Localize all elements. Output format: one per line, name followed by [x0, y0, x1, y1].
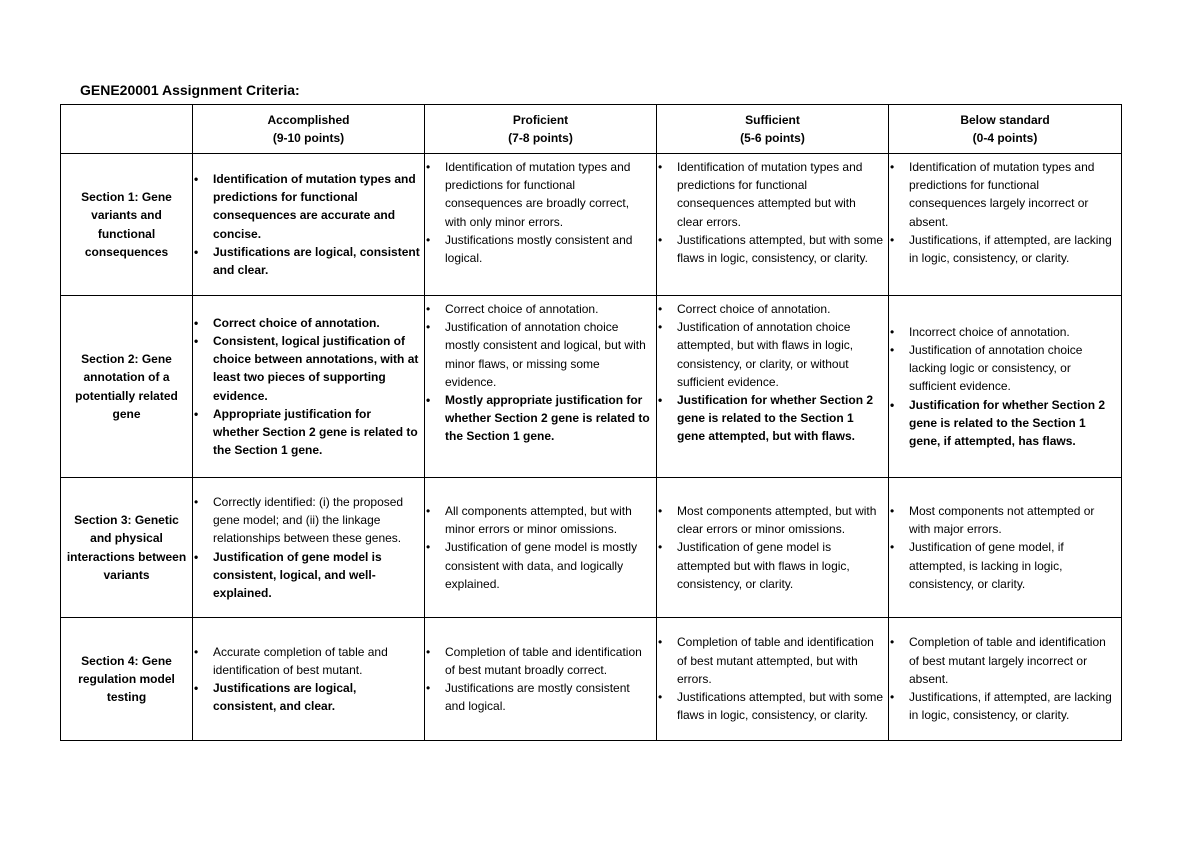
criteria-item: • Justifications are logical, consistent, and clear. — [194, 681, 357, 714]
criteria-row-section-3 — [61, 478, 1122, 618]
criteria-item: • Incorrect choice of annotation. — [893, 323, 1117, 341]
criteria-row-section-4 — [61, 618, 1122, 741]
criteria-item: • Identification of mutation types and predictions for functional consequences are accurate and concise. — [194, 171, 416, 241]
column-name: Accomplished — [267, 112, 350, 127]
column-points: (0-4 points) — [972, 131, 1038, 145]
criteria-item: • Completion of table and identification of best mutant attempted, but with errors. — [658, 635, 874, 686]
criteria-item: • Justification for whether Section 2 gene is related to the Section 1 gene attempted, but with flaws. — [658, 393, 874, 444]
column-name: Below standard — [960, 112, 1050, 127]
criteria-cell-proficient — [425, 154, 657, 296]
bullet-icon: • — [890, 690, 895, 705]
column-name: Sufficient — [745, 112, 800, 127]
bullet-icon: • — [426, 160, 431, 174]
criteria-item: • Appropriate justification for whether Section 2 gene is related to the Section 1 gene. — [194, 406, 418, 458]
criteria-item: • Correctly identified: (i) the proposed gene model; and (ii) the linkage relationships between these genes. — [194, 494, 404, 546]
criteria-item: • Justifications attempted, but with some flaws in logic, consistency, or clarity. — [658, 232, 884, 266]
bullet-icon: • — [658, 393, 663, 408]
criteria-cell-accomplished — [193, 618, 425, 741]
criteria-cell-proficient — [425, 296, 657, 478]
bullet-icon: • — [426, 232, 431, 247]
bullet-icon: • — [194, 494, 199, 509]
bullet-icon: • — [658, 320, 663, 335]
bullet-icon: • — [890, 160, 895, 174]
column-points: (9-10 points) — [272, 131, 345, 145]
criteria-item: • Justifications, if attempted, are lacking in logic, consistency, or clarity. — [890, 690, 1112, 723]
bullet-icon: • — [658, 160, 663, 174]
criteria-item: • Justifications are mostly consistent and logical. — [426, 681, 630, 714]
document-title: GENE20001 Assignment Criteria: — [80, 82, 300, 98]
criteria-item: • Identification of mutation types and predictions for functional consequences are broadly correct, with only minor errors. — [426, 160, 631, 229]
criteria-item: • Identification of mutation types and predictions for functional consequences largely incorrect or absent. — [890, 160, 1095, 229]
header-row — [61, 105, 1122, 154]
bullet-icon: • — [194, 549, 199, 564]
column-points: (7-8 points) — [508, 131, 573, 145]
column-header-proficient — [425, 105, 657, 154]
bullet-icon: • — [426, 644, 431, 659]
bullet-icon: • — [426, 302, 431, 316]
criteria-item: • Justification of gene model is attempted but with flaws in logic, consistency, or clarity. — [658, 540, 850, 591]
bullet-icon: • — [890, 635, 895, 650]
criteria-item: • Most components attempted, but with clear errors or minor omissions. — [658, 503, 877, 537]
column-header-accomplished — [193, 105, 425, 154]
column-header-sufficient — [657, 105, 889, 154]
bullet-icon: • — [194, 315, 199, 330]
criteria-cell-sufficient — [657, 478, 889, 618]
criteria-item: • Justifications are logical, consistent and clear. — [194, 244, 420, 277]
criteria-item: • Correct choice of annotation. — [429, 300, 652, 318]
criteria-item: • All components attempted, but with minor errors or minor omissions. — [426, 503, 632, 537]
criteria-item: • Justifications mostly consistent and logical. — [426, 232, 633, 266]
criteria-item: • Accurate completion of table and identification of best mutant. — [194, 644, 388, 677]
row-label: Section 1: Gene variants and functional consequences — [61, 154, 193, 296]
row-label: Section 4: Gene regulation model testing — [61, 618, 193, 741]
criteria-item: • Justification of annotation choice mostly consistent and logical, but with minor flaws, or missing some evidence. — [426, 320, 646, 389]
criteria-item: • Most components not attempted or with major errors. — [890, 503, 1095, 537]
column-points: (5-6 points) — [740, 131, 805, 145]
column-name: Proficient — [512, 112, 569, 127]
criteria-item: • Justification for whether Section 2 gene is related to the Section 1 gene, if attempted, has flaws. — [890, 397, 1106, 448]
criteria-cell-sufficient — [657, 154, 889, 296]
criteria-item: • Consistent, logical justification of choice between annotations, with at least two pieces of supporting evidence. — [194, 333, 419, 403]
criteria-cell-below-standard — [889, 296, 1122, 478]
bullet-icon: • — [890, 342, 895, 357]
bullet-icon: • — [890, 397, 895, 412]
criteria-item: • Correct choice of annotation. — [197, 314, 420, 332]
bullet-icon: • — [658, 503, 663, 518]
criteria-cell-proficient — [425, 618, 657, 741]
criteria-cell-sufficient — [657, 618, 889, 741]
criteria-item: • Justifications attempted, but with some flaws in logic, consistency, or clarity. — [658, 690, 884, 723]
bullet-icon: • — [890, 503, 895, 518]
criteria-item: • Completion of table and identification of best mutant largely incorrect or absent. — [890, 635, 1106, 686]
bullet-icon: • — [426, 540, 431, 555]
bullet-icon: • — [426, 681, 431, 695]
bullet-icon: • — [194, 681, 199, 695]
criteria-item: • Justifications, if attempted, are lacking in logic, consistency, or clarity. — [890, 232, 1112, 266]
bullet-icon: • — [194, 406, 199, 421]
criteria-item: • Correct choice of annotation. — [661, 300, 884, 318]
bullet-icon: • — [890, 324, 895, 339]
criteria-item: • Justification of gene model is mostly consistent with data, and logically explained. — [426, 540, 638, 591]
criteria-cell-accomplished — [193, 154, 425, 296]
criteria-cell-below-standard — [889, 154, 1122, 296]
bullet-icon: • — [426, 503, 431, 518]
column-header-below-standard — [889, 105, 1122, 154]
row-label: Section 2: Gene annotation of a potentially related gene — [61, 296, 193, 478]
criteria-cell-below-standard — [889, 618, 1122, 741]
criteria-row-section-1 — [61, 154, 1122, 296]
criteria-item: • Mostly appropriate justification for whether Section 2 gene is related to the Section 1 gene. — [426, 393, 650, 444]
criteria-cell-proficient — [425, 478, 657, 618]
criteria-cell-accomplished — [193, 296, 425, 478]
bullet-icon: • — [658, 540, 663, 555]
bullet-icon: • — [658, 635, 663, 650]
bullet-icon: • — [426, 393, 431, 408]
criteria-cell-below-standard — [889, 478, 1122, 618]
bullet-icon: • — [194, 171, 199, 186]
bullet-icon: • — [194, 644, 199, 659]
bullet-icon: • — [890, 540, 895, 555]
criteria-item: • Identification of mutation types and predictions for functional consequences attempted but with clear errors. — [658, 160, 863, 229]
criteria-item: • Justification of gene model, if attempted, is lacking in logic, consistency, or clarity. — [890, 540, 1064, 591]
criteria-table — [60, 104, 1122, 741]
bullet-icon: • — [194, 244, 199, 259]
criteria-item: • Justification of annotation choice lacking logic or consistency, or sufficient evidence. — [890, 342, 1083, 394]
row-label: Section 3: Genetic and physical interactions between variants — [61, 478, 193, 618]
bullet-icon: • — [194, 333, 199, 348]
bullet-icon: • — [426, 320, 431, 335]
bullet-icon: • — [658, 232, 663, 247]
empty-corner-cell — [61, 105, 193, 154]
criteria-cell-sufficient — [657, 296, 889, 478]
criteria-item: • Justification of gene model is consistent, logical, and well-explained. — [194, 549, 382, 600]
bullet-icon: • — [658, 690, 663, 705]
criteria-item: • Completion of table and identification of best mutant broadly correct. — [426, 644, 642, 677]
criteria-cell-accomplished — [193, 478, 425, 618]
bullet-icon: • — [890, 232, 895, 247]
criteria-row-section-2 — [61, 296, 1122, 478]
criteria-item: • Justification of annotation choice attempted, but with flaws in logic, consistency, or clarity, or without sufficient evidence. — [658, 320, 854, 389]
bullet-icon: • — [658, 302, 663, 316]
